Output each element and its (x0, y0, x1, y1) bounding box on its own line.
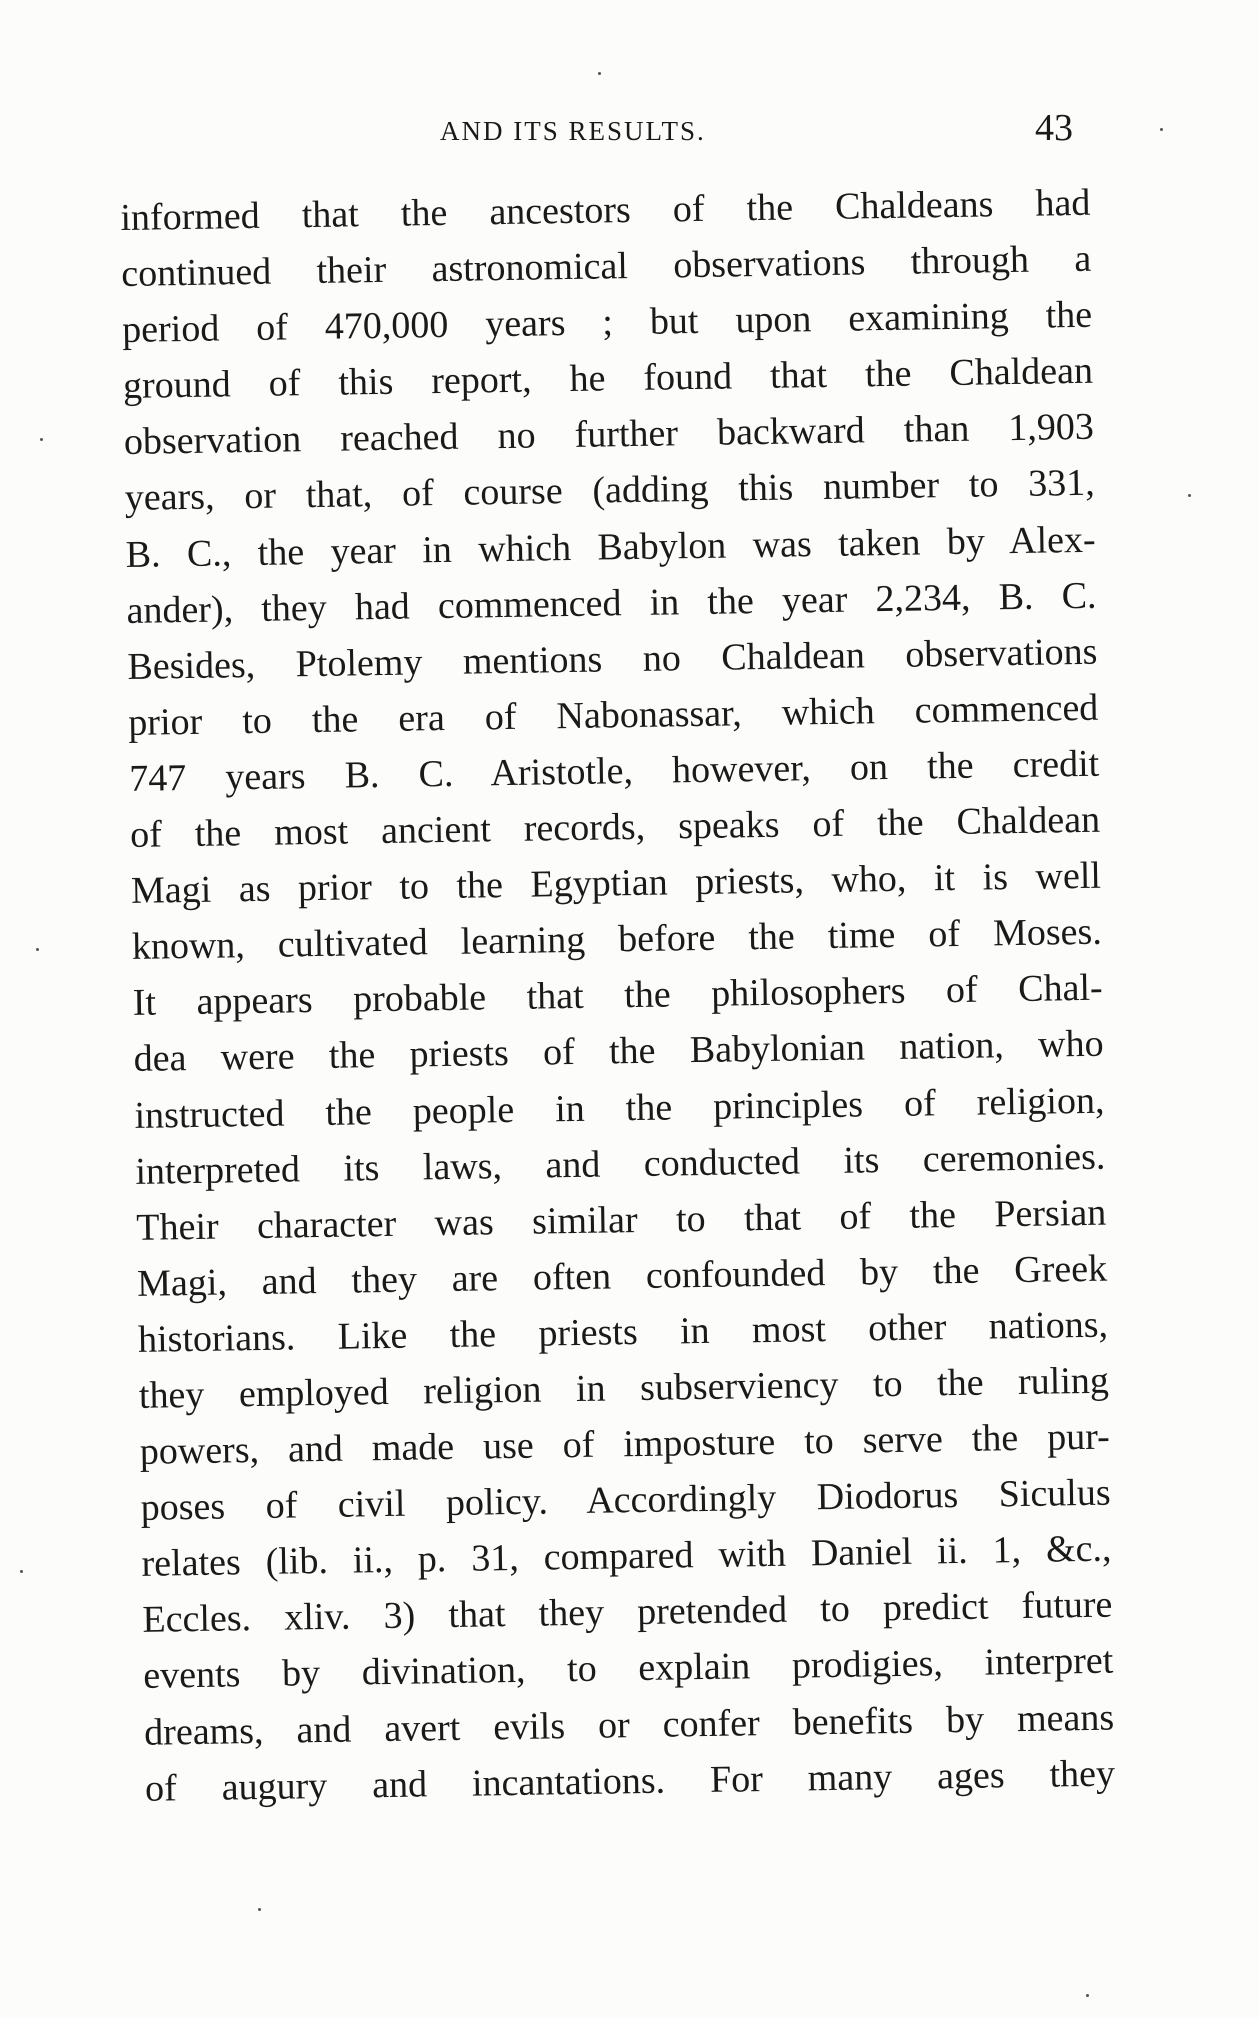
scan-speck (1160, 128, 1163, 131)
text-line: Their character was similar to that of the Persian (135, 1191, 1107, 1249)
text-line: Eccles. xliv. 3) that they pretended to predict future (142, 1583, 1113, 1642)
text-line: instructed the people in the principles of religion, (134, 1079, 1105, 1137)
text-line: poses of civil policy. Accordingly Diodorus Siculus (140, 1471, 1111, 1529)
text-line: years, or that, of course (adding this number to 331, (124, 462, 1096, 520)
scan-speck (258, 1908, 261, 1911)
running-title: AND ITS RESULTS. (440, 116, 706, 146)
running-head (0, 107, 1259, 160)
text-line: of the most ancient records, speaks of the Chaldean (129, 798, 1101, 856)
text-line: interpreted its laws, and conducted its ceremonies. (135, 1135, 1106, 1193)
scan-speck (40, 438, 43, 441)
text-line: Besides, Ptolemy mentions no Chaldean observations (127, 630, 1098, 688)
text-line: Magi, and they are often confounded by the Greek (136, 1247, 1108, 1305)
text-line: they employed religion in subserviency to the ruling (138, 1359, 1110, 1417)
text-line: dea were the priests of the Babylonian nation, who (133, 1023, 1104, 1081)
text-line: Magi as prior to the Egyptian priests, who, it is well (130, 854, 1102, 913)
scan-speck (36, 948, 39, 951)
text-line: known, cultivated learning before the time of Moses. (131, 910, 1103, 969)
text-line: period of 470,000 years ; but upon examining the (121, 293, 1093, 352)
text-line: informed that the ancestors of the Chaldeans had (120, 181, 1091, 239)
text-line: ander), they had commenced in the year 2,234, B. C. (126, 574, 1097, 632)
text-line: observation reached no further backward than 1,903 (123, 406, 1095, 464)
text-line: prior to the era of Nabonassar, which commenced (128, 686, 1099, 744)
text-line: events by divination, to explain prodigies, interpret (143, 1640, 1114, 1698)
text-line: B. C., the year in which Babylon was taken by Alex- (125, 518, 1096, 576)
text-line: relates (lib. ii., p. 31, compared with Daniel ii. 1, &c., (141, 1527, 1112, 1586)
text-line: powers, and made use of imposture to serve the pur- (139, 1415, 1111, 1473)
text-line: continued their astronomical observations through a (120, 237, 1092, 296)
text-line: ground of this report, he found that the Chaldean (122, 350, 1094, 408)
body-text (120, 174, 1135, 1816)
text-line: historians. Like the priests in most other nations, (137, 1303, 1109, 1361)
text-line: dreams, and avert evils or confer benefits by means (143, 1696, 1115, 1754)
text-line: It appears probable that the philosophers of Chal- (132, 966, 1103, 1025)
text-line: of augury and incantations. For many ages they (144, 1752, 1116, 1810)
scan-speck (1188, 494, 1191, 497)
page-number: 43 (1035, 107, 1073, 149)
scan-speck (1086, 1994, 1089, 1997)
text-line: 747 years B. C. Aristotle, however, on the credit (128, 742, 1100, 800)
scan-speck (598, 72, 601, 75)
scan-speck (20, 1570, 23, 1573)
